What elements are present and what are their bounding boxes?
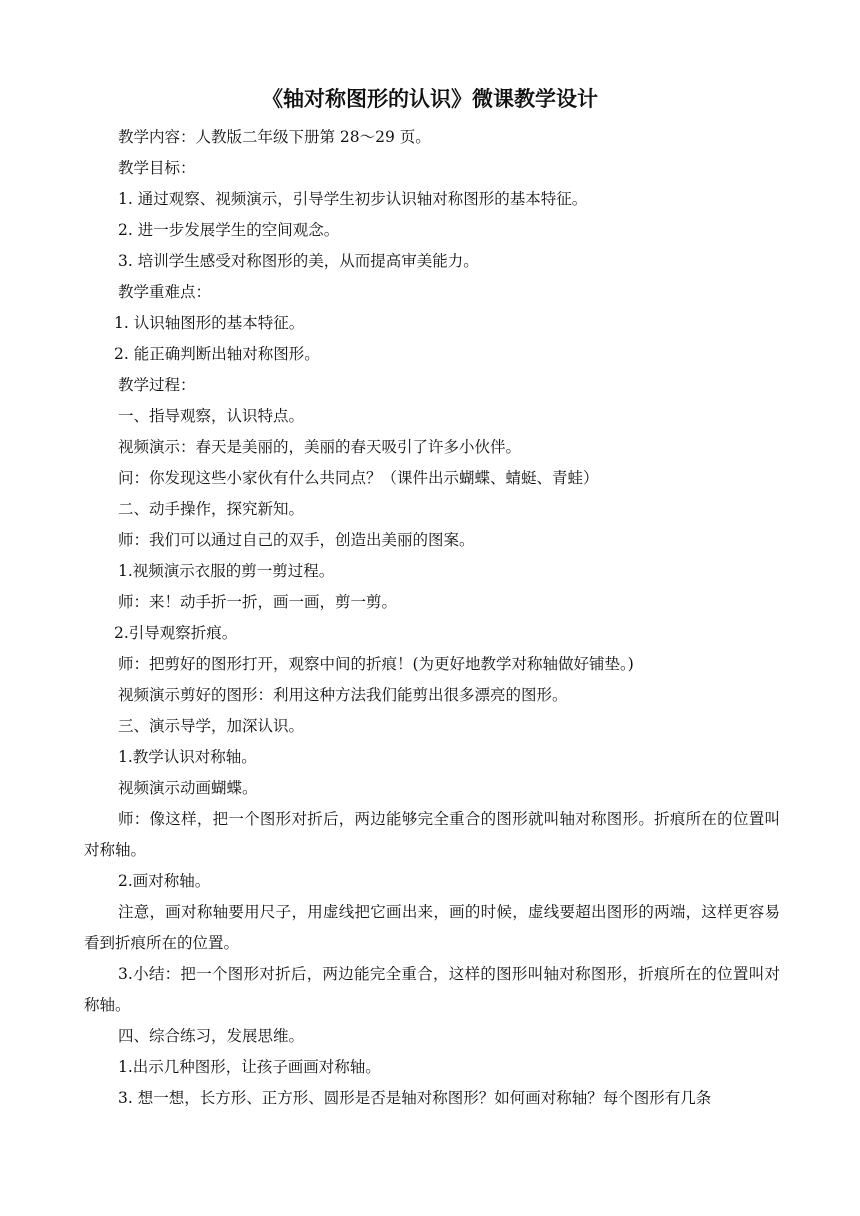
paragraph-teaching-content: 教学内容：人教版二年级下册第 28～29 页。 xyxy=(118,128,431,146)
paragraph-teacher-definition: 师：像这样，把一个图形对折后，两边能够完全重合的图形就叫轴对称图形。折痕所在的位置叫对称轴。 xyxy=(84,810,780,859)
paragraph-key-point-1: 1. 认识轴图形的基本特征。 xyxy=(114,314,305,332)
paragraph-step-2-draw-axis: 2.画对称轴。 xyxy=(118,872,211,890)
paragraph-video-butterfly: 视频演示动画蝴蝶。 xyxy=(118,779,258,797)
paragraph-teacher-fold-cut: 师：来！动手折一折，画一画，剪一剪。 xyxy=(118,593,398,611)
document-body xyxy=(84,122,780,1114)
paragraph-teacher-open-crease: 师：把剪好的图形打开，观察中间的折痕！(为更好地教学对称轴做好铺垫。) xyxy=(118,655,634,673)
paragraph-section-2-heading: 二、动手操作，探究新知。 xyxy=(118,500,305,518)
paragraph-section-4-heading: 四、综合练习，发展思维。 xyxy=(118,1027,305,1045)
paragraph-video-spring: 视频演示：春天是美丽的，美丽的春天吸引了许多小伙伴。 xyxy=(118,438,522,456)
document-title: 《轴对称图形的认识》微课教学设计 xyxy=(262,86,598,111)
paragraph-step-3-summary: 3.小结：把一个图形对折后，两边能完全重合，这样的图形叫轴对称图形，折痕所在的位置叫对称轴。 xyxy=(84,965,780,1014)
paragraph-teacher-hands: 师：我们可以通过自己的双手，创造出美丽的图案。 xyxy=(118,531,475,549)
paragraph-teaching-goals-heading: 教学目标： xyxy=(118,159,196,177)
paragraph-key-point-2: 2. 能正确判断出轴对称图形。 xyxy=(114,345,320,363)
paragraph-goal-1: 1. 通过观察、视频演示，引导学生初步认识轴对称图形的基本特征。 xyxy=(118,190,588,208)
paragraph-process-heading: 教学过程： xyxy=(118,376,196,394)
paragraph-exercise-1: 1.出示几种图形，让孩子画画对称轴。 xyxy=(118,1058,381,1076)
paragraph-note-ruler: 注意，画对称轴要用尺子，用虚线把它画出来，画的时候，虚线要超出图形的两端，这样更容易看到折痕所在的位置。 xyxy=(84,903,780,952)
paragraph-step-2-observe-crease: 2.引导观察折痕。 xyxy=(114,624,238,642)
paragraph-goal-3: 3. 培训学生感受对称图形的美，从而提高审美能力。 xyxy=(118,252,479,270)
paragraph-step-1-axis: 1.教学认识对称轴。 xyxy=(118,748,257,766)
paragraph-key-points-heading: 教学重难点： xyxy=(118,283,212,301)
paragraph-video-cut-shapes: 视频演示剪好的图形：利用这种方法我们能剪出很多漂亮的图形。 xyxy=(118,686,568,704)
paragraph-step-1-video-cut: 1.视频演示衣服的剪一剪过程。 xyxy=(118,562,335,580)
paragraph-section-3-heading: 三、演示导学，加深认识。 xyxy=(118,717,305,735)
paragraph-exercise-3: 3. 想一想，长方形、正方形、圆形是否是轴对称图形？如何画对称轴？每个图形有几条 xyxy=(118,1089,712,1107)
paragraph-goal-2: 2. 进一步发展学生的空间观念。 xyxy=(118,221,340,239)
paragraph-section-1-heading: 一、指导观察，认识特点。 xyxy=(118,407,305,425)
paragraph-question: 问：你发现这些小家伙有什么共同点？（课件出示蝴蝶、蜻蜓、青蛙） xyxy=(118,469,599,487)
